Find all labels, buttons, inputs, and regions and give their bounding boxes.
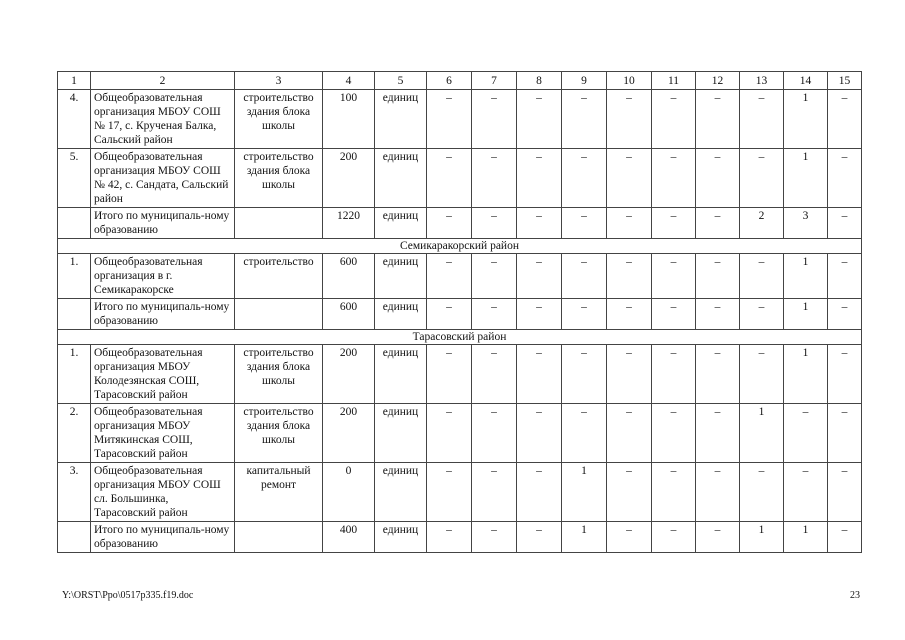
column-number-cell: 3 [235,72,323,90]
footer-file-path: Y:\ORST\Ppo\0517p335.f19.doc [62,590,194,601]
table-cell: – [427,299,472,330]
table-cell: Общеобразовательная организация в г. Семикаракорске [91,254,235,299]
table-cell: единиц [375,463,427,522]
table-cell: – [696,299,740,330]
table-cell: – [607,299,652,330]
table-cell: – [517,90,562,149]
table-cell: – [472,208,517,239]
table-cell: 2. [58,404,91,463]
table-cell: строительство здания блока школы [235,90,323,149]
table-cell: – [562,345,607,404]
table-cell: – [517,149,562,208]
table-cell: – [472,90,517,149]
table-cell: – [607,208,652,239]
column-number-cell: 15 [828,72,862,90]
table-cell [235,299,323,330]
column-number-cell: 10 [607,72,652,90]
table-cell: – [562,299,607,330]
table-cell: – [828,208,862,239]
column-number-cell: 8 [517,72,562,90]
table-cell: 1 [784,522,828,553]
table-cell: – [607,254,652,299]
table-cell: – [472,522,517,553]
table-cell: – [828,522,862,553]
table-cell: 1 [740,522,784,553]
table-cell: – [607,90,652,149]
table-cell: 600 [323,254,375,299]
column-number-cell: 4 [323,72,375,90]
column-number-cell: 11 [652,72,696,90]
section-header-row [58,239,862,254]
table-cell: единиц [375,208,427,239]
table-cell: – [517,404,562,463]
table-cell: строительство [235,254,323,299]
table-cell: единиц [375,522,427,553]
table-cell: – [828,463,862,522]
table-cell: – [696,208,740,239]
table-cell: Общеобразовательная организация МБОУ СОШ № 17, с. Крученая Балка, Сальский район [91,90,235,149]
table-cell: – [562,404,607,463]
table-cell: – [427,404,472,463]
page-number: 23 [850,590,860,601]
table-cell: – [828,149,862,208]
section-title: Семикаракорский район [58,239,862,254]
table-cell: – [517,463,562,522]
table-cell: 1 [784,299,828,330]
table-cell: 1 [784,254,828,299]
table-cell: – [696,254,740,299]
table-cell: – [696,345,740,404]
table-cell: – [607,404,652,463]
table-cell: – [652,254,696,299]
table-cell: – [427,345,472,404]
table-cell: 3 [784,208,828,239]
table-cell: – [427,463,472,522]
table-cell: – [517,299,562,330]
table-cell: – [828,345,862,404]
table-cell: капитальный ремонт [235,463,323,522]
table-cell: – [828,254,862,299]
table-cell: Итого по муниципаль-ному образованию [91,522,235,553]
table-cell: единиц [375,254,427,299]
table-cell: 1 [784,90,828,149]
table-row [58,299,862,330]
table-cell: – [652,90,696,149]
table-cell [58,522,91,553]
table-cell: – [740,463,784,522]
table-cell: – [607,345,652,404]
table-cell: – [784,463,828,522]
table-cell: – [740,345,784,404]
table-cell [235,522,323,553]
table-cell: строительство здания блока школы [235,345,323,404]
table-cell: 200 [323,149,375,208]
table-cell [58,299,91,330]
table-cell: – [427,149,472,208]
column-number-row [58,72,862,90]
table-cell: – [828,404,862,463]
table-cell: – [517,254,562,299]
table-cell: 1220 [323,208,375,239]
section-header-row [58,330,862,345]
column-number-cell: 12 [696,72,740,90]
table-cell: – [427,208,472,239]
table-cell: Общеобразовательная организация МБОУ СОШ сл. Большинка, Тарасовский район [91,463,235,522]
table-cell: 0 [323,463,375,522]
table-cell: – [427,522,472,553]
table-cell: – [784,404,828,463]
table-cell: – [562,90,607,149]
table-cell: строительство здания блока школы [235,149,323,208]
table-cell: единиц [375,345,427,404]
section-title: Тарасовский район [58,330,862,345]
column-number-cell: 9 [562,72,607,90]
table-cell: Общеобразовательная организация МБОУ Колодезянская СОШ, Тарасовский район [91,345,235,404]
table-cell: – [517,522,562,553]
table-cell: единиц [375,299,427,330]
table-cell: – [652,404,696,463]
table-cell: – [652,463,696,522]
table-cell: 5. [58,149,91,208]
column-number-cell: 13 [740,72,784,90]
table-cell: – [562,254,607,299]
table-cell: – [607,149,652,208]
table-cell: – [696,463,740,522]
table-cell: – [696,404,740,463]
table-cell: – [472,345,517,404]
table-cell: – [472,404,517,463]
column-number-cell: 2 [91,72,235,90]
table-cell: – [696,90,740,149]
table-row [58,345,862,404]
table-cell: 200 [323,404,375,463]
table-cell: 1. [58,345,91,404]
table-cell: 600 [323,299,375,330]
table-row [58,404,862,463]
table-cell: – [472,254,517,299]
table-cell: 1 [562,463,607,522]
table-row [58,254,862,299]
table-cell: – [562,149,607,208]
table-row [58,90,862,149]
table-cell: – [607,463,652,522]
table-cell: – [607,522,652,553]
table-cell: – [696,522,740,553]
table-cell: – [652,208,696,239]
column-number-cell: 6 [427,72,472,90]
table-row [58,463,862,522]
table-row [58,149,862,208]
table-cell: 200 [323,345,375,404]
table-cell: – [652,299,696,330]
table-cell: 400 [323,522,375,553]
table-cell: 3. [58,463,91,522]
table-cell: 100 [323,90,375,149]
table-cell [235,208,323,239]
table-cell: – [652,345,696,404]
table-cell: 1 [784,345,828,404]
column-number-cell: 7 [472,72,517,90]
table-cell: Общеобразовательная организация МБОУ СОШ № 42, с. Сандата, Сальский район [91,149,235,208]
table-cell: – [427,90,472,149]
table-cell: 2 [740,208,784,239]
table-cell: 1 [562,522,607,553]
table-cell [58,208,91,239]
table-row [58,522,862,553]
table-cell: – [740,254,784,299]
table-row [58,208,862,239]
table-cell: Итого по муниципаль-ному образованию [91,299,235,330]
table-cell: единиц [375,149,427,208]
table-cell: – [472,149,517,208]
table-cell: – [740,299,784,330]
table-cell: единиц [375,90,427,149]
table-cell: – [696,149,740,208]
table-cell: – [740,149,784,208]
column-number-cell: 14 [784,72,828,90]
table-cell: – [472,299,517,330]
data-table [57,71,862,553]
table-cell: Общеобразовательная организация МБОУ Митякинская СОШ, Тарасовский район [91,404,235,463]
table-cell: Итого по муниципаль-ному образованию [91,208,235,239]
table-cell: – [652,522,696,553]
table-cell: 1 [784,149,828,208]
column-number-cell: 5 [375,72,427,90]
table-cell: единиц [375,404,427,463]
table-cell: – [740,90,784,149]
table-cell: – [828,90,862,149]
table-cell: – [517,345,562,404]
table-cell: – [562,208,607,239]
column-number-cell: 1 [58,72,91,90]
table-cell: 1 [740,404,784,463]
table-cell: – [517,208,562,239]
table-cell: – [652,149,696,208]
table-cell: 4. [58,90,91,149]
table-cell: – [828,299,862,330]
table-cell: строительство здания блока школы [235,404,323,463]
table-cell: – [427,254,472,299]
table-cell: 1. [58,254,91,299]
table-cell: – [472,463,517,522]
